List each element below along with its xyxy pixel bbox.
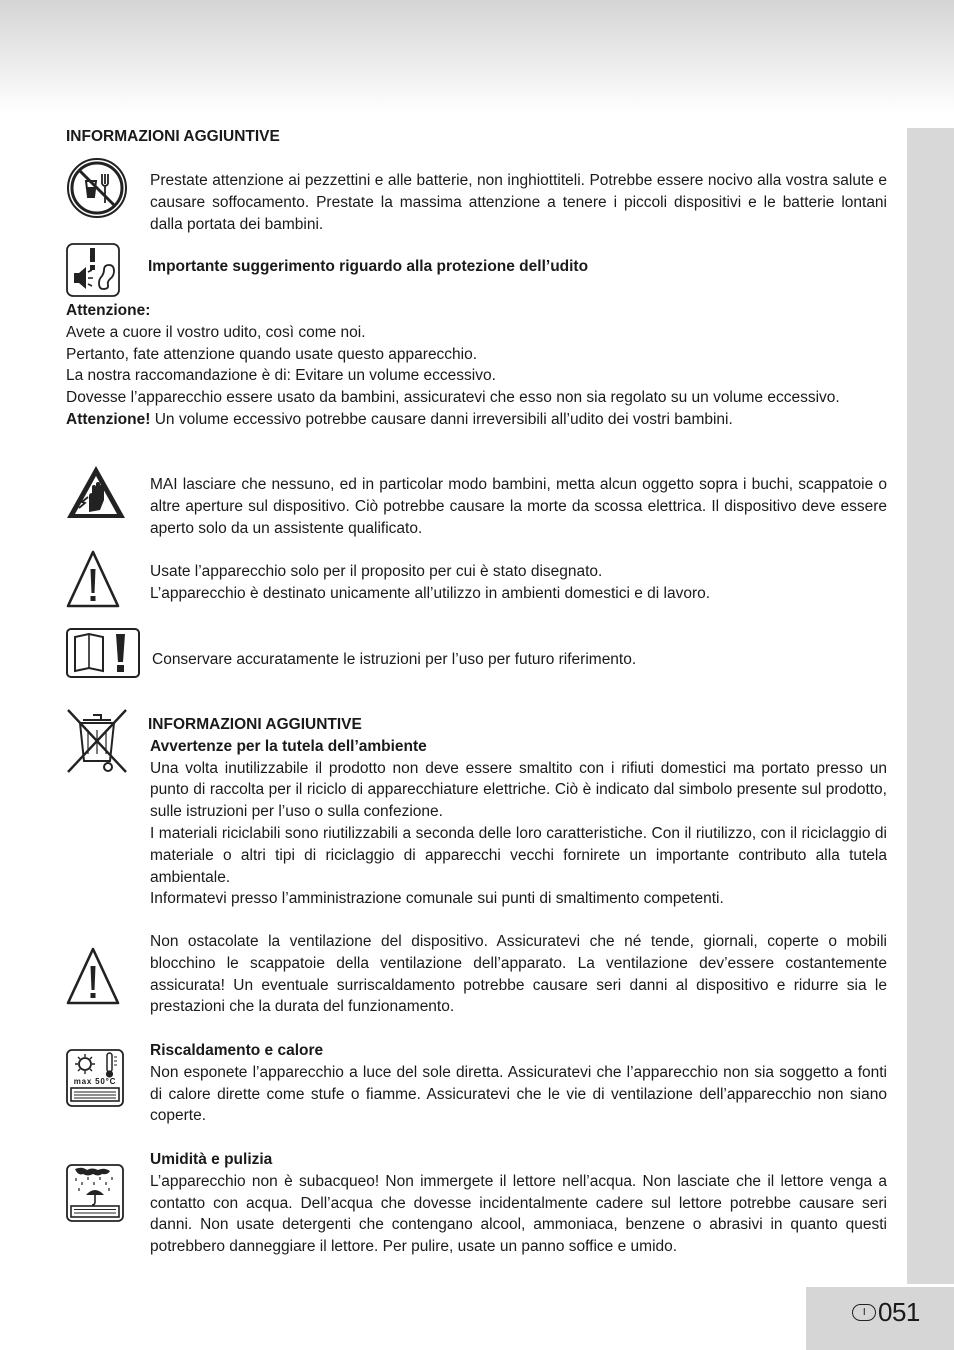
hearing-heading: Importante suggerimento riguardo alla protezione dell’udito	[148, 258, 589, 275]
environment-paragraph: Una volta inutilizzabile il prodotto non deve essere smaltito con i rifiuti domestici ma portato presso un punto di raccolta per il riciclo di apparecchiature elettriche. Ciò è indicato dal simbolo presente sul prodotto, sulle istruzioni per l’uso o sulla confezione.	[150, 759, 887, 821]
heat-heading: Riscaldamento e calore	[150, 1042, 324, 1059]
caution-icon	[66, 549, 120, 609]
no-swallow-icon	[66, 157, 128, 219]
attention-volume-line	[66, 409, 887, 431]
hearing-line: Dovesse l’apparecchio essere usato da bambini, assicuratevi che esso non sia regolato su un volume eccessivo.	[66, 389, 840, 407]
environment-block	[150, 714, 887, 910]
environment-paragraph: I materiali riciclabili sono riutilizzabili a seconda delle loro caratteristiche. Con il riutilizzo, con il riciclaggio di materiale o altri tipi di riciclaggio di apparecchi vecchi fornirete un importante contributo alla tutela ambientale.	[150, 824, 887, 886]
page-number	[852, 1297, 920, 1328]
hearing-warning-icon	[66, 243, 120, 297]
humidity-icon	[66, 1164, 124, 1222]
caution-icon	[66, 946, 120, 1006]
header-band	[0, 0, 954, 112]
heat-text: Non esponete l’apparecchio a luce del sole diretta. Assicuratevi che l’apparecchio non sia soggetto a fonti di calore dirette come stufe o fiamme. Assicuratevi che le vie di ventilazione dell’apparecchio non siano coperte.	[150, 1063, 887, 1125]
humidity-block	[150, 1149, 887, 1258]
environment-subheading: Avvertenze per la tutela dell’ambiente	[150, 737, 427, 755]
attention-volume-text: Un volume eccessivo potrebbe causare danni irreversibili all’udito dei vostri bambini.	[150, 410, 733, 428]
hearing-line: Pertanto, fate attenzione quando usate questo apparecchio.	[66, 345, 478, 363]
side-tab	[907, 128, 954, 1284]
hearing-line: La nostra raccomandazione è di: Evitare un volume eccessivo.	[66, 367, 496, 385]
electric-shock-icon	[65, 464, 127, 520]
section-heading: INFORMAZIONI AGGIUNTIVE	[66, 128, 280, 145]
language-marker: I	[852, 1304, 876, 1321]
manual-book-icon	[66, 628, 140, 678]
hearing-notes	[66, 300, 887, 431]
attention-label: Attenzione:	[66, 302, 151, 319]
intended-use-text	[150, 561, 887, 605]
humidity-text: L’apparecchio non è subacqueo! Non immergete il lettore nell’acqua. Non lasciate che il lettore venga a contatto con acqua. Dell’acqua che dovesse incidentalmente cadere sul lettore potrebbe causare seri danni. Non usate detergenti che contengano alcool, ammoniaca, benzene o abrasivi in quanto questi potrebbero danneggiare il lettore. Per pulire, usate un panno soffice e umido.	[150, 1172, 887, 1256]
attention-label-2: Attenzione!	[66, 410, 151, 428]
environment-paragraph: Informatevi presso l’amministrazione comunale sui punti di smaltimento competenti.	[150, 890, 724, 908]
heat-icon-label: max 50°C	[73, 1077, 117, 1086]
manual-text: Conservare accuratamente le istruzioni per l’uso per futuro riferimento.	[152, 651, 637, 668]
use-line: L’apparecchio è destinato unicamente all’utilizzo in ambienti domestici e di lavoro.	[150, 584, 711, 602]
section2-heading: INFORMAZIONI AGGIUNTIVE	[148, 716, 362, 733]
ventilation-text: Non ostacolate la ventilazione del dispositivo. Assicuratevi che né tende, giornali, coperte o mobili blocchino le scappatoie della ventilazione dell’apparato. La ventilazione dev’essere costantemente assicurata! Un eventuale surriscaldamento potrebbe causare seri danni al dispositivo e ridurre sia le prestazioni che la durata del funzionamento.	[150, 933, 887, 1016]
heat-block	[150, 1040, 887, 1127]
swallow-warning-text: Prestate attenzione ai pezzettini e alle batterie, non inghiottiteli. Potrebbe essere nocivo alla vostra salute e causare soffocamento. Prestate la massima attenzione a tenere i piccoli dispositivi e le batterie lontani dalla portata dei bambini.	[150, 172, 887, 233]
page-number-value: 051	[878, 1297, 920, 1327]
hearing-line: Avete a cuore il vostro udito, così come noi.	[66, 323, 366, 341]
electric-shock-text: MAI lasciare che nessuno, ed in particolar modo bambini, metta alcun oggetto sopra i buchi, scappatoie o altre aperture sul dispositivo. Ciò potrebbe causare la morte da scossa elettrica. Il dispositivo deve essere aperto solo da un assistente qualificato.	[150, 476, 887, 537]
heat-icon	[66, 1049, 124, 1107]
weee-bin-icon	[66, 706, 128, 774]
humidity-heading: Umidità e pulizia	[150, 1151, 273, 1168]
use-line: Usate l’apparecchio solo per il proposito per cui è stato disegnato.	[150, 563, 603, 580]
